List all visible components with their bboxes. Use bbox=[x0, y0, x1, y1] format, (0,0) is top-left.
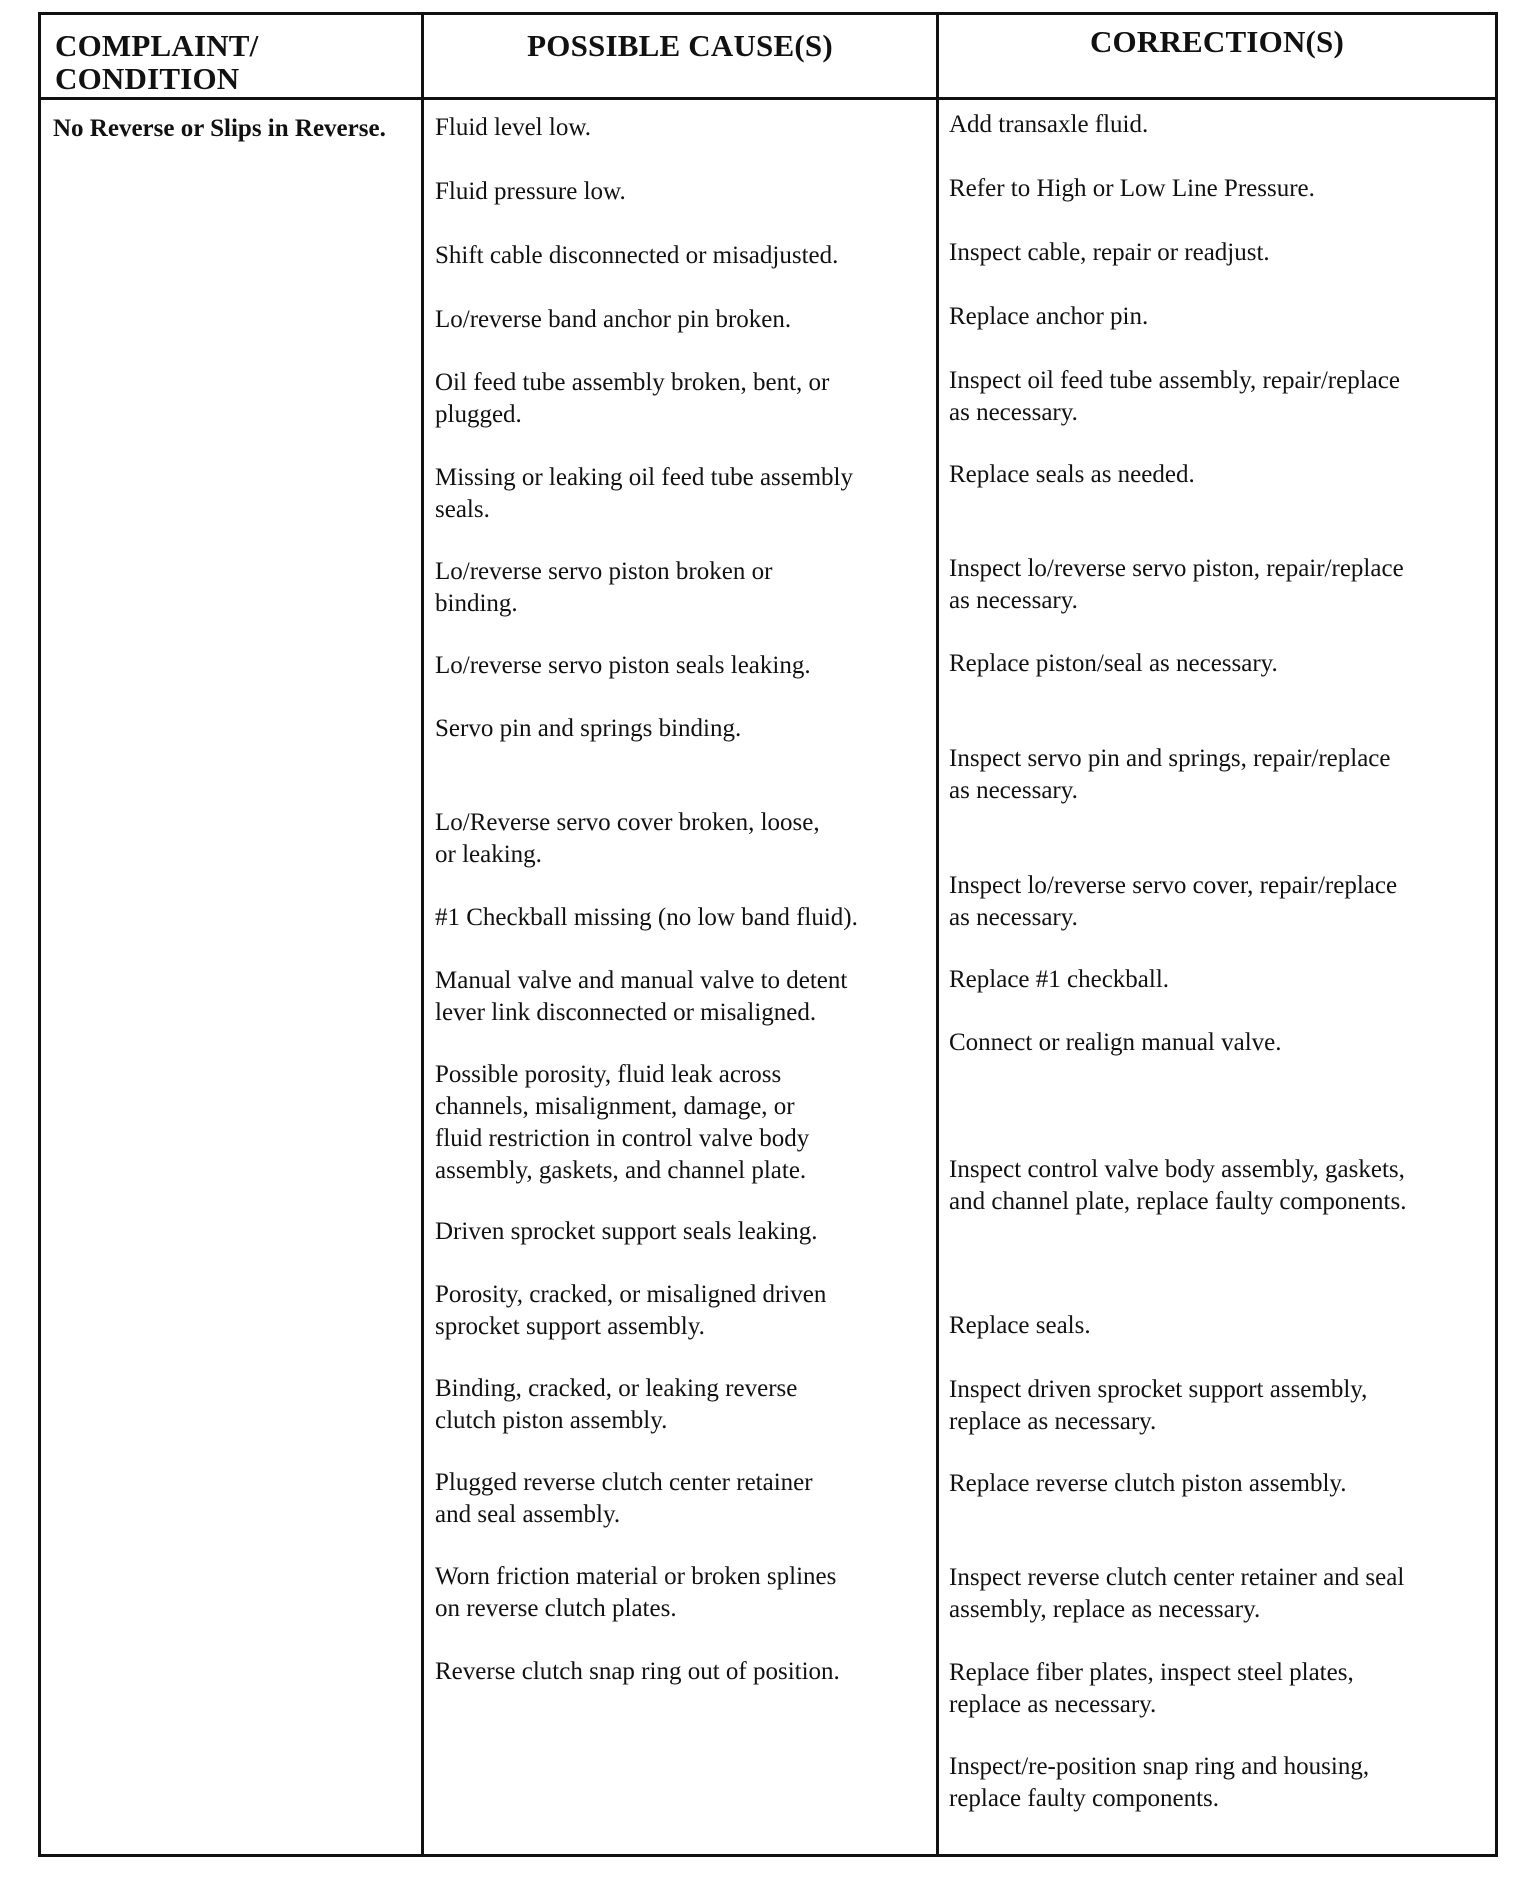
correction-item: Inspect servo pin and springs, repair/replace as necessary. bbox=[949, 745, 1391, 804]
cause-item: Lo/Reverse servo cover broken, loose, or leaking. bbox=[435, 809, 820, 868]
correction-item: Replace reverse clutch piston assembly. bbox=[949, 1470, 1347, 1497]
cause-item: Porosity, cracked, or misaligned driven sprocket support assembly. bbox=[435, 1281, 827, 1340]
correction-item: Replace #1 checkball. bbox=[949, 966, 1170, 993]
column-divider-1 bbox=[421, 15, 424, 1854]
correction-item: Connect or realign manual valve. bbox=[949, 1029, 1282, 1056]
header-possible-causes: POSSIBLE CAUSE(S) bbox=[527, 28, 833, 63]
troubleshooting-table bbox=[38, 12, 1498, 1857]
cause-item: Shift cable disconnected or misadjusted. bbox=[435, 242, 839, 269]
correction-item: Replace anchor pin. bbox=[949, 303, 1149, 330]
cause-item: Lo/reverse band anchor pin broken. bbox=[435, 306, 792, 333]
cause-item: Binding, cracked, or leaking reverse clutch piston assembly. bbox=[435, 1375, 798, 1434]
correction-item: Inspect control valve body assembly, gaskets, and channel plate, replace faulty components. bbox=[949, 1156, 1407, 1215]
correction-item: Replace seals. bbox=[949, 1312, 1091, 1339]
cause-item: Fluid level low. bbox=[435, 114, 592, 141]
correction-item: Inspect driven sprocket support assembly, replace as necessary. bbox=[949, 1376, 1368, 1435]
correction-item: Refer to High or Low Line Pressure. bbox=[949, 175, 1315, 202]
cause-item: Possible porosity, fluid leak across channels, misalignment, damage, or fluid restriction in control valve body assembly, gaskets, and channel plate. bbox=[435, 1061, 810, 1184]
cause-item: Lo/reverse servo piston seals leaking. bbox=[435, 652, 811, 679]
correction-item: Inspect cable, repair or readjust. bbox=[949, 239, 1270, 266]
cause-item: #1 Checkball missing (no low band fluid). bbox=[435, 904, 858, 931]
cause-item: Manual valve and manual valve to detent lever link disconnected or misaligned. bbox=[435, 967, 848, 1026]
cause-item: Lo/reverse servo piston broken or binding. bbox=[435, 558, 773, 617]
cause-item: Oil feed tube assembly broken, bent, or plugged. bbox=[435, 369, 830, 428]
cause-item: Driven sprocket support seals leaking. bbox=[435, 1218, 818, 1245]
correction-item: Add transaxle fluid. bbox=[949, 111, 1149, 138]
correction-item: Inspect reverse clutch center retainer and seal assembly, replace as necessary. bbox=[949, 1564, 1405, 1623]
correction-item: Replace seals as needed. bbox=[949, 461, 1195, 488]
correction-item: Inspect lo/reverse servo cover, repair/replace as necessary. bbox=[949, 872, 1398, 931]
correction-item: Replace fiber plates, inspect steel plates, replace as necessary. bbox=[949, 1659, 1354, 1718]
correction-item: Replace piston/seal as necessary. bbox=[949, 650, 1278, 677]
condition-text: No Reverse or Slips in Reverse. bbox=[53, 115, 386, 142]
cause-item: Missing or leaking oil feed tube assembly seals. bbox=[435, 464, 853, 523]
correction-item: Inspect lo/reverse servo piston, repair/replace as necessary. bbox=[949, 555, 1404, 614]
cause-item: Servo pin and springs binding. bbox=[435, 715, 742, 742]
cause-item: Worn friction material or broken splines on reverse clutch plates. bbox=[435, 1563, 837, 1622]
cause-item: Reverse clutch snap ring out of position. bbox=[435, 1658, 840, 1685]
correction-item: Inspect/re-position snap ring and housing, replace faulty components. bbox=[949, 1753, 1370, 1812]
cause-item: Plugged reverse clutch center retainer and seal assembly. bbox=[435, 1469, 813, 1528]
correction-item: Inspect oil feed tube assembly, repair/replace as necessary. bbox=[949, 367, 1400, 426]
header-divider bbox=[41, 97, 1495, 100]
header-corrections: CORRECTION(S) bbox=[1089, 24, 1345, 59]
header-complaint-condition: COMPLAINT/ CONDITION bbox=[55, 28, 259, 96]
cause-item: Fluid pressure low. bbox=[435, 178, 626, 205]
